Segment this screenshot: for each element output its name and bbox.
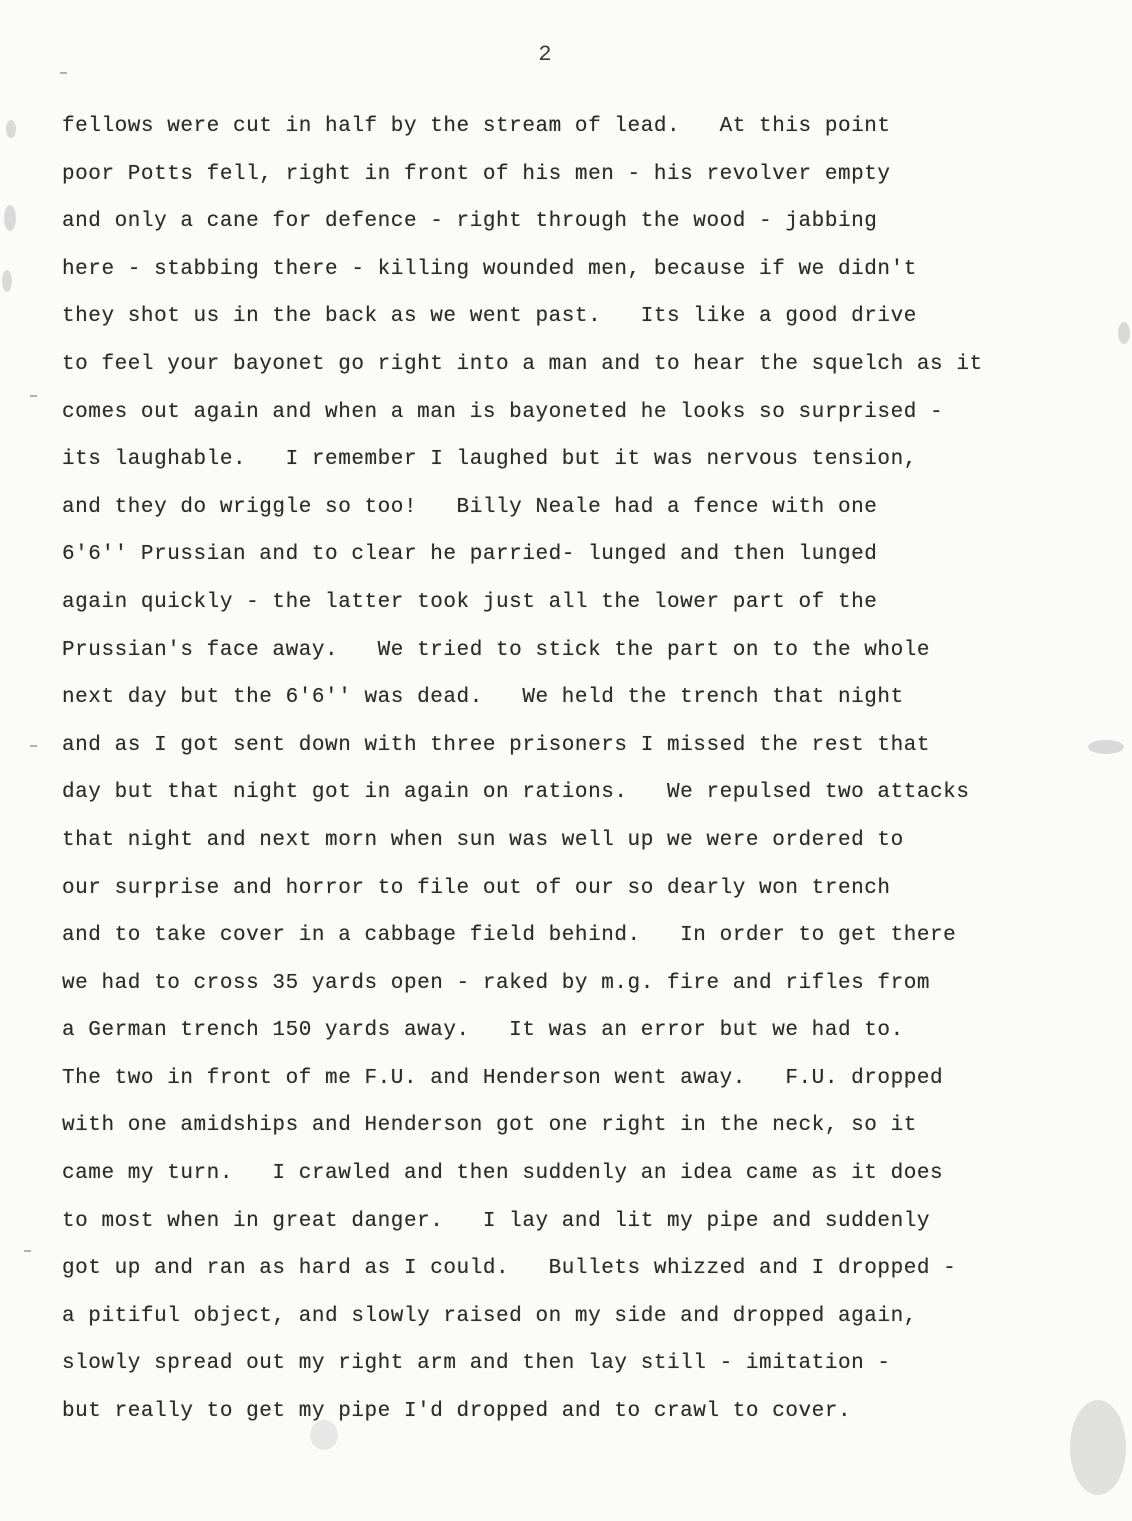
scan-mark	[24, 1250, 31, 1252]
text-line: that night and next morn when sun was well up we were ordered to	[62, 828, 904, 852]
text-line: and as I got sent down with three prisoners I missed the rest that	[62, 733, 931, 757]
text-line: and to take cover in a cabbage field behind. In order to get there	[62, 924, 957, 948]
text-line: day but that night got in again on rations. We repulsed two attacks	[62, 781, 970, 805]
text-line: got up and ran as hard as I could. Bullets whizzed and I dropped -	[62, 1257, 957, 1281]
scan-mark	[30, 395, 37, 397]
text-line: fellows were cut in half by the stream of lead. At this point	[62, 115, 891, 138]
text-line: The two in front of me F.U. and Henderson went away. F.U. dropped	[62, 1066, 944, 1090]
text-line: here - stabbing there - killing wounded men, because if we didn't	[62, 257, 917, 281]
text-line: a German trench 150 yards away. It was an error but we had to.	[62, 1019, 904, 1043]
text-line: poor Potts fell, right in front of his men - his revolver empty	[62, 162, 891, 186]
scan-speckle	[1070, 1400, 1126, 1495]
scan-mark	[30, 745, 37, 747]
scan-speckle	[1118, 322, 1130, 344]
text-line: slowly spread out my right arm and then lay still - imitation -	[62, 1352, 891, 1376]
scan-mark	[60, 72, 67, 74]
scan-speckle	[6, 120, 16, 138]
text-line: to most when in great danger. I lay and lit my pipe and suddenly	[62, 1209, 931, 1233]
letter-body	[62, 112, 1128, 1445]
text-line: again quickly - the latter took just all the lower part of the	[62, 590, 878, 614]
text-line: but really to get my pipe I'd dropped and to crawl to cover.	[62, 1400, 852, 1424]
text-line: and only a cane for defence - right through the wood - jabbing	[62, 210, 878, 234]
text-line: our surprise and horror to file out of our so dearly won trench	[62, 876, 891, 900]
text-line: comes out again and when a man is bayoneted he looks so surprised -	[62, 400, 944, 424]
text-line: Prussian's face away. We tried to stick the part on to the whole	[62, 638, 931, 662]
text-line: next day but the 6'6'' was dead. We held the trench that night	[62, 686, 904, 710]
text-line: with one amidships and Henderson got one right in the neck, so it	[62, 1114, 917, 1138]
scan-speckle	[4, 205, 16, 231]
scan-speckle	[310, 1420, 338, 1450]
text-line: 6'6'' Prussian and to clear he parried- lunged and then lunged	[62, 543, 878, 567]
page-number: 2	[538, 42, 552, 67]
text-line: to feel your bayonet go right into a man and to hear the squelch as it	[62, 352, 983, 376]
text-line: they shot us in the back as we went past. Its like a good drive	[62, 305, 917, 329]
text-line: its laughable. I remember I laughed but it was nervous tension,	[62, 448, 917, 472]
text-line: we had to cross 35 yards open - raked by m.g. fire and rifles from	[62, 971, 931, 995]
scan-speckle	[2, 270, 12, 292]
scan-speckle	[1088, 740, 1124, 754]
text-line: a pitiful object, and slowly raised on my side and dropped again,	[62, 1304, 917, 1328]
text-line: and they do wriggle so too! Billy Neale had a fence with one	[62, 495, 878, 519]
text-line: came my turn. I crawled and then suddenly an idea came as it does	[62, 1162, 944, 1186]
